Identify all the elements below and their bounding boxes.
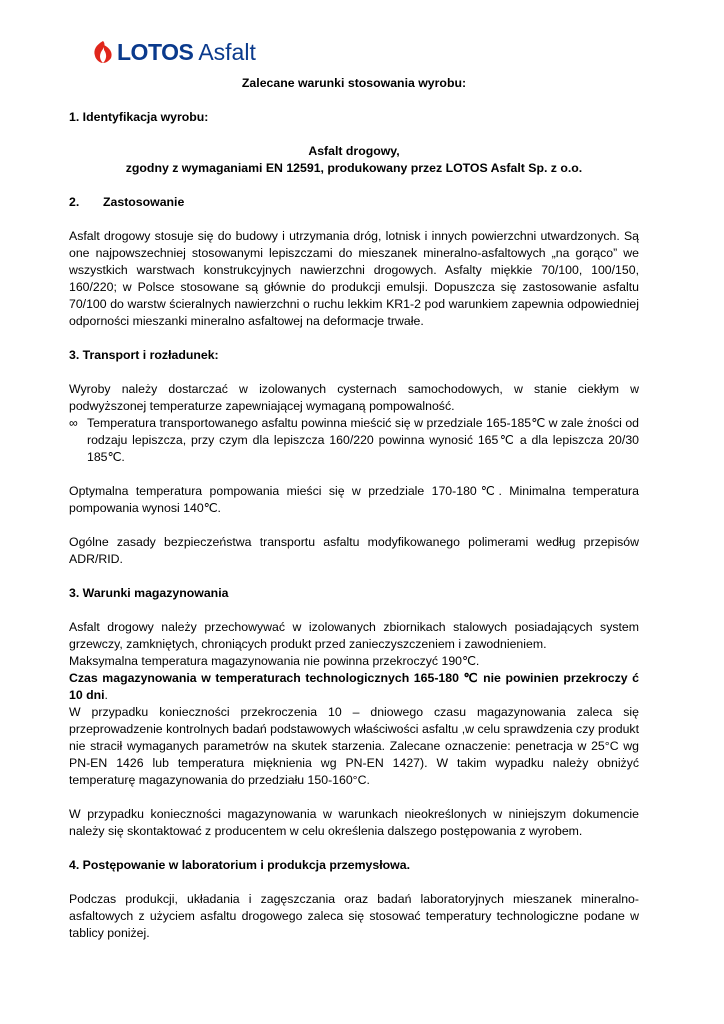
logo-brand: LOTOS [117,39,194,65]
document-title: Zalecane warunki stosowania wyrobu: [241,76,467,90]
section-3-heading: 3. Transport i rozładunek: [69,348,219,362]
storage-time-bold: Czas magazynowania w temperaturach technologicznych 165-180 ℃ nie powinien przekroczy ć 10 dni [69,671,639,702]
lotos-flame-icon [92,40,114,64]
storage-paragraph-2: Maksymalna temperatura magazynowania nie powinna przekroczyć 190℃. [69,654,480,668]
section-2-number: 2. [69,195,80,209]
section-2-heading [69,194,639,211]
product-compliance: zgodny z wymaganiami EN 12591, produkowany przez LOTOS Asfalt Sp. z o.o. [125,161,583,175]
document-body [69,75,639,942]
section-storage-heading: 3. Warunki magazynowania [69,586,229,600]
storage-paragraph-1: Asfalt drogowy należy przechowywać w izolowanych zbiornikach stalowych posiadających system grzewczy, zamkniętych, chroniących produkt przed zanieczyszczeniem i zawodnieniem. [69,620,639,651]
lab-paragraph: Podczas produkcji, układania i zagęszczania oraz badań laboratoryjnych mieszanek mineralno-asfaltowych z użyciem asfaltu drogowego zaleca się stosować temperatury technologiczne podane w tablicy poniżej. [69,892,639,940]
storage-time-tail: . [104,688,108,702]
pumping-paragraph: Optymalna temperatura pompowania mieści się w przedziale 170-180℃. Minimalna temperatura pompowania wynosi 140℃. [69,484,639,515]
transport-paragraph: Wyroby należy dostarczać w izolowanych cysternach samochodowych, w stanie ciekłym w podwyższonej temperaturze zapewniającej wymaganą pompowalność. [69,382,639,413]
storage-paragraph-5: W przypadku konieczności magazynowania w warunkach nieokreślonych w niniejszym dokumencie należy się skontaktować z producentem w celu określenia dalszego postępowania z wyrobem. [69,807,639,838]
section-1-heading: 1. Identyfikacja wyrobu: [69,110,209,124]
section-4-heading: 4. Postępowanie w laboratorium i produkcja przemysłowa. [69,858,410,872]
section-2-title: Zastosowanie [103,195,185,209]
section-2-text: Asfalt drogowy stosuje się do budowy i utrzymania dróg, lotnisk i innych powierzchni utwardzonych. Są one najpowszechniej stosowanymi lepiszczami do mieszanek mineralno-asfaltowych „na gorąco” we wszystkich warstwach konstrukcyjnych nawierzchni drogowych. Asfalty miękkie 70/100, 100/150, 160/220; w Polsce stosowane są głównie do produkcji emulsji. Dopuszcza się zastosowanie asfaltu 70/100 do warstw ścieralnych nawierzchni o ruchu lekkim KR1-2 pod warunkiem zapewnia odpowiedniej odporności mieszanki mineralno asfaltowej na deformacje trwałe. [69,229,639,328]
lotos-asfalt-logo [92,38,256,66]
product-name: Asfalt drogowy, [308,144,400,158]
logo-text [117,38,256,66]
transport-bullet-text: Temperatura transportowanego asfaltu powinna mieścić się w przedziale 165-185℃ w zale żności od rodzaju lepiszcza, przy czym dla lepiszcza 160/220 powinna wynosić 165℃ a dla lepiszcza 20/30 185℃. [87,416,639,464]
storage-paragraph-4: W przypadku konieczności przekroczenia 10 – dniowego czasu magazynowania zaleca się przeprowadzenie kontrolnych badań podstawowych właściwości asfaltu ,w celu sprawdzenia czy produkt nie stracił wymaganych parametrów na skutek starzenia. Zalecane oznaczenie: penetracja w 25°C wg PN-EN 1426 lub temperatura mięknienia wg PN-EN 1427). W takim wypadku należy obniżyć temperaturę magazynowania do przedziału 150-160°C. [69,705,639,787]
safety-paragraph: Ogólne zasady bezpieczeństwa transportu asfaltu modyfikowanego polimerami według przepisów ADR/RID. [69,535,639,566]
bullet-mark: ∞ [69,416,78,430]
transport-bullet [69,415,639,466]
logo-product: Asfalt [198,39,256,65]
storage-paragraph-3 [69,670,639,704]
